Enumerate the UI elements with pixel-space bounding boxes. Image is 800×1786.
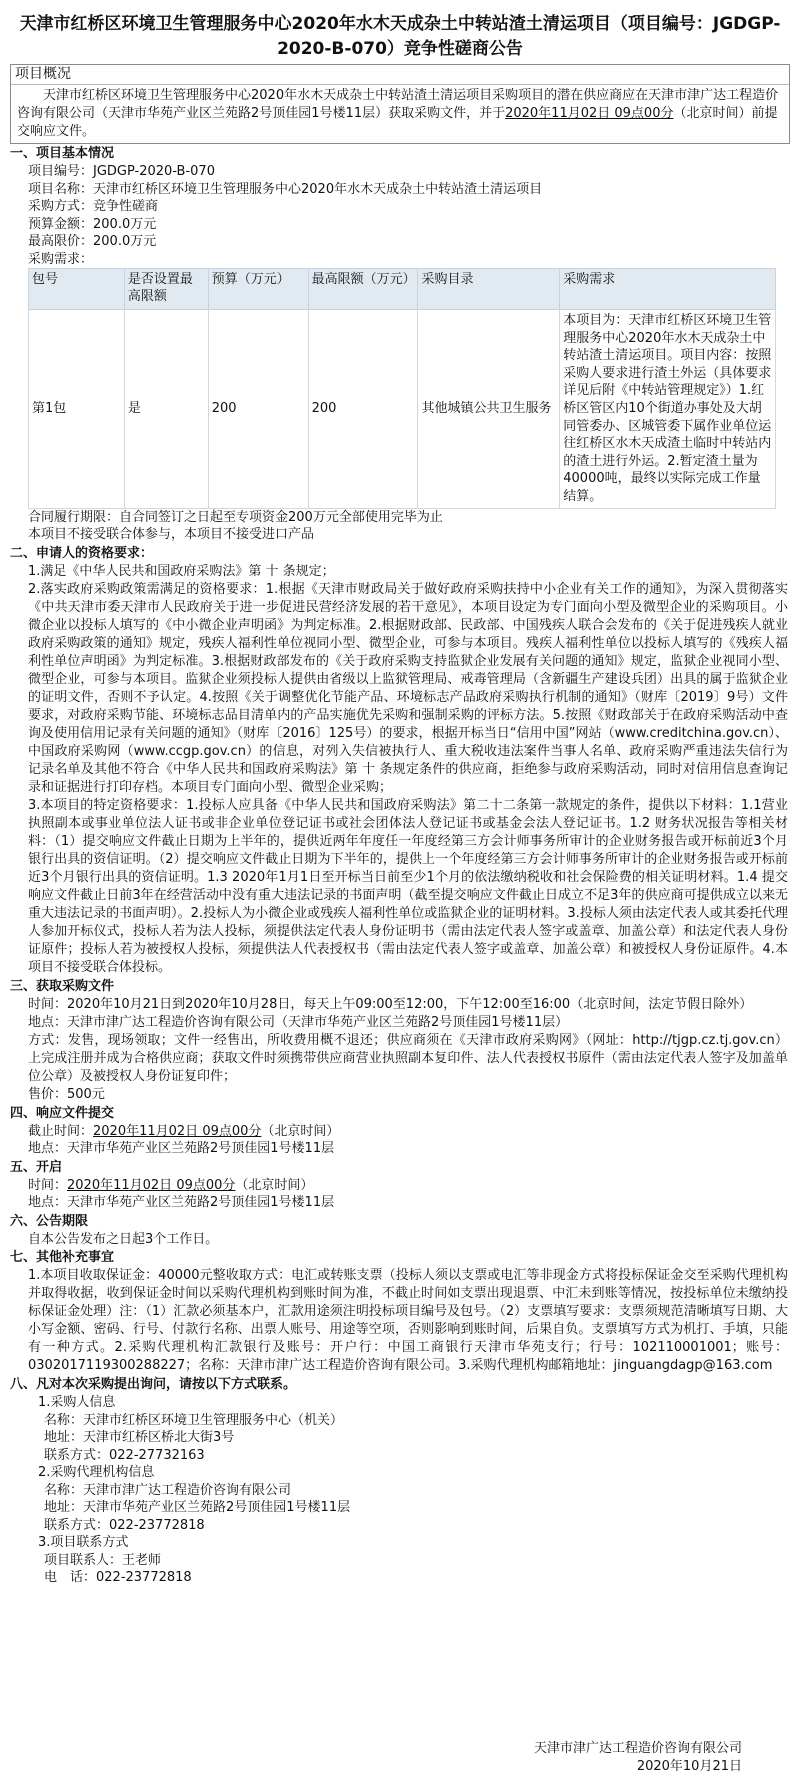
purchaser-contact: 联系方式：022-27732163	[44, 1447, 205, 1463]
section-7-heading: 七、其他补充事宜	[10, 1250, 115, 1266]
deadline-suffix: （北京时间）	[261, 1123, 340, 1139]
obtain-price: 售价：500元	[28, 1086, 105, 1102]
qualification-2: 2.落实政府采购政策需满足的资格要求：1.根据《天津市财政局关于做好政府采购扶持中小企业有关工作的通知》，为深入贯彻落实《中共天津市委天津市人民政府关于进一步促进民营经济发展的若干意见》，本项目设定为专门面向小型及微型企业的采购项目。小微企业以投标人填写的《中小微企业声明函》为判定标准。2.根据财政部、民政部、中国残疾人联合会发布的《关于促进残疾人就业政府采购政策的通知》规定，残疾人福利性单位视同小型、微型企业，可参与本项目。残疾人福利性单位以投标人填写的《残疾人福利性单位声明函》为判定标准。3.根据财政部发布的《关于政府采购支持监狱企业发展有关问题的通知》规定，监狱企业视同小型、微型企业，可参与本项目。监狱企业须投标人提供由省级以上监狱管理局、戒毒管理局（含新疆生产建设兵团）出具的属于监狱企业的证明文件，否则不予认定。4.按照《关于调整优化节能产品、环境标志产品政府采购执行机制的通知》（财库〔2019〕9号）文件要求，对政府采购节能、环境标志品目清单内的产品实施优先采购和强制采购的评标方法。5.按照《财政部关于在政府采购活动中查询及使用信用记录有关问题的通知》（财库〔2016〕125号）的要求，根据开标当日“信用中国”网站（www.creditchina.gov.cn）、中国政府采购网（www.ccgp.gov.cn）的信息，对列入失信被执行人、重大税收违法案件当事人名单、政府采购严重违法失信行为记录名单及其他不符合《中华人民共和国政府采购法》第 十 条规定条件的供应商，拒绝参与政府采购活动，同时对信用信息查询记录和证据进行打印存档。本项目专门面向小型、微型企业采购；	[28, 581, 788, 795]
table-header-row	[29, 269, 776, 310]
purchaser-address: 地址：天津市红桥区桥北大街3号	[44, 1430, 235, 1446]
project-contact-phone: 电 话：022-23772818	[44, 1570, 192, 1586]
table-cell-budget: 200	[208, 310, 308, 509]
overview-text	[11, 85, 789, 143]
table-header: 采购目录	[418, 269, 560, 310]
package-table	[28, 268, 776, 509]
qualification-3: 3.本项目的特定资格要求：1.投标人应具备《中华人民共和国政府采购法》第二十二条第一款规定的条件，提供以下材料：1.1营业执照副本或事业单位法人证书或非企业单位登记证书或社会团体法人登记证书或基金会法人登记证书。1.2 财务状况报告等相关材料：（1）提交响应文件截止日期为上半年的，提供近两年年度任一年度经第三方会计师事务所审计的企业财务报告或开标前近3个月银行出具的资信证明。（2）提交响应文件截止日期为下半年的，提供上一个年度经第三方会计师事务所审计的企业财务报告或开标前近3个月银行出具的资信证明。1.3 2020年1月1日至开标当日前至少1个月的依法缴纳税收和社会保险费的相关证明材料。1.4 提交响应文件截止日前3年在经营活动中没有重大违法记录的书面声明（截至提交响应文件截止日成立不足3年的供应商可提供成立以来无重大违法记录的书面声明）。2.投标人为小微企业或残疾人福利性单位或监狱企业的证明材料。3.投标人须由法定代表人或其委托代理人参加开标仪式，投标人若为法人投标，须提供法定代表人身份证明书（需由法定代表人签字或盖章、加盖公章）和法定代表人身份证原件；投标人若为被授权人投标，须提供法人代表授权书（需由法定代表人签字或盖章、加盖公章）和被授权人身份证原件。4.本项目不接受联合体投标。	[28, 797, 788, 975]
page-title: 天津市红桥区环境卫生管理服务中心2020年水木天成杂土中转站渣土清运项目（项目编号：JGDGP-2020-B-070）竞争性磋商公告	[19, 14, 781, 59]
obtain-method: 方式：发售，现场领取；文件一经售出，所收费用概不退还；供应商须在《天津市政府采购网》（网址：http://tjgp.cz.tj.gov.cn）上完成注册并成为合格供应商；获取文件时须携带供应商营业执照副本复印件、法人代表授权书原件（需由法定代表人签字及加盖单位公章）及被授权人身份证复印件；	[28, 1032, 788, 1084]
table-row	[29, 310, 776, 509]
contract-period: 合同履行期限：自合同签订之日起至专项资金200万元全部使用完毕为止	[28, 509, 443, 525]
agency-contact: 联系方式：022-23772818	[44, 1517, 205, 1533]
qualification-1: 1.满足《中华人民共和国政府采购法》第 十 条规定；	[28, 563, 335, 579]
table-header: 是否设置最高限额	[124, 269, 208, 310]
purchaser-info-title: 1.采购人信息	[38, 1395, 116, 1411]
table-header: 采购需求	[560, 269, 776, 310]
overview-text-a: 天津市红桥区环境卫生管理服务中心2020年水木天成杂土中转站渣土清运项目采购项目的潜在供应商应在天津市津广达工程造价咨询有限公司（天津市华苑产业区兰苑路2号顶佳园1号楼11层）获取采购文件，并于	[17, 88, 779, 121]
overview-heading: 项目概况	[11, 65, 789, 85]
section-6-heading: 六、公告期限	[10, 1213, 89, 1229]
obtain-place: 地点：天津市津广达工程造价咨询有限公司（天津市华苑产业区兰苑路2号顶佳园1号楼11层）	[28, 1014, 569, 1030]
section-2-heading: 二、申请人的资格要求：	[10, 545, 154, 561]
project-contact-person: 项目联系人：王老师	[44, 1552, 162, 1568]
table-header: 包号	[29, 269, 125, 310]
notice-period: 自本公告发布之日起3个工作日。	[28, 1231, 219, 1247]
section-4-heading: 四、响应文件提交	[10, 1105, 115, 1121]
section-5-heading: 五、开启	[10, 1159, 63, 1175]
table-cell-requirement: 本项目为：天津市红桥区环境卫生管理服务中心2020年水木天成杂土中转站渣土清运项目。项目内容：按照采购人要求进行渣土外运（具体要求详见后附《中转站管理规定》）1.红桥区管区内10个街道办事处及大胡同管委办、区城管委下属作业单位运往红桥区水木天成渣土临时中转站内的渣土进行外运。2.暂定渣土量为40000吨，最终以实际完成工作量结算。	[560, 310, 776, 509]
opening-place: 地点：天津市华苑产业区兰苑路2号顶佳园1号楼11层	[28, 1195, 335, 1211]
section-3-heading: 三、获取采购文件	[10, 978, 115, 994]
other-matters: 1.本项目收取保证金：40000元整收取方式：电汇或转账支票（投标人须以支票或电汇等非现金方式将投标保证金交至采购代理机构并取得收据，收到保证金时间以采购代理机构到账时间为准，不截止时间如支票出现退票、中汇未到账等情况，按投标单位未缴纳投标保证金处理）注：（1）汇款必须基本户，汇款用途须注明投标项目编号及包号。（2）支票填写要求：支票须规范清晰填写日期、大小写金额、密码、行号、付款行名称、出票人账号、用途等空项，否则影响到账时间，后果自负。支票填写方式为机打、手填，只能有一种方式。2.采购代理机构汇款银行及账号：开户行：中国工商银行天津市华苑支行；行号：102110001001；账号：0302017119300288227；名称：天津市津广达工程造价咨询有限公司。3.采购代理机构邮箱地址：jinguangdagp@163.com	[28, 1268, 788, 1374]
consortium-note: 本项目不接受联合体参与，本项目不接受进口产品	[28, 527, 315, 543]
section-8-heading: 八、凡对本次采购提出询问，请按以下方式联系。	[10, 1377, 297, 1393]
agency-info-title: 2.采购代理机构信息	[38, 1465, 155, 1481]
budget-amount: 预算金额：200.0万元	[28, 216, 157, 232]
submission-place: 地点：天津市华苑产业区兰苑路2号顶佳园1号楼11层	[28, 1141, 335, 1157]
project-number: 项目编号：JGDGP-2020-B-070	[28, 164, 215, 179]
opening-time-suffix: （北京时间）	[235, 1177, 314, 1193]
table-cell-package: 第1包	[29, 310, 125, 509]
deadline-label: 截止时间：	[28, 1123, 94, 1139]
opening-time-label: 时间：	[28, 1177, 68, 1193]
obtain-time: 时间：2020年10月21日到2020年10月28日，每天上午09:00至12:00，下午12:00至16:00（北京时间，法定节假日除外）	[28, 996, 753, 1012]
signature-company: 天津市津广达工程造价咨询有限公司	[533, 1741, 742, 1756]
opening-time-value: 2020年11月02日 09点00分	[67, 1177, 236, 1193]
agency-name: 名称：天津市津广达工程造价咨询有限公司	[44, 1482, 292, 1498]
deadline-value: 2020年11月02日 09点00分	[93, 1123, 262, 1139]
project-overview-box	[10, 64, 790, 144]
opening-time	[28, 1177, 792, 1195]
section-1-heading: 一、项目基本情况	[10, 146, 115, 161]
submission-deadline	[28, 1123, 792, 1141]
agency-address: 地址：天津市华苑产业区兰苑路2号顶佳园1号楼11层	[44, 1500, 351, 1516]
purchaser-name: 名称：天津市红桥区环境卫生管理服务中心（机关）	[44, 1412, 344, 1428]
signature-date: 2020年10月21日	[636, 1759, 742, 1774]
procurement-method: 采购方式：竞争性磋商	[28, 199, 159, 214]
table-cell-has-limit: 是	[124, 310, 208, 509]
table-header: 预算（万元）	[208, 269, 308, 310]
overview-text-b: （北京时间）前提交响应文件。	[17, 106, 778, 139]
procurement-needs-label: 采购需求：	[28, 251, 94, 267]
project-contact-title: 3.项目联系方式	[38, 1535, 129, 1551]
max-price: 最高限价：200.0万元	[28, 234, 157, 249]
overview-deadline: 2020年11月02日 09点00分	[505, 106, 674, 121]
project-name: 项目名称：天津市红桥区环境卫生管理服务中心2020年水木天成杂土中转站渣土清运项目	[28, 181, 543, 197]
signature-block	[534, 1740, 742, 1776]
table-header: 最高限额（万元）	[308, 269, 418, 310]
table-cell-catalog: 其他城镇公共卫生服务	[418, 310, 560, 509]
table-cell-limit: 200	[308, 310, 418, 509]
